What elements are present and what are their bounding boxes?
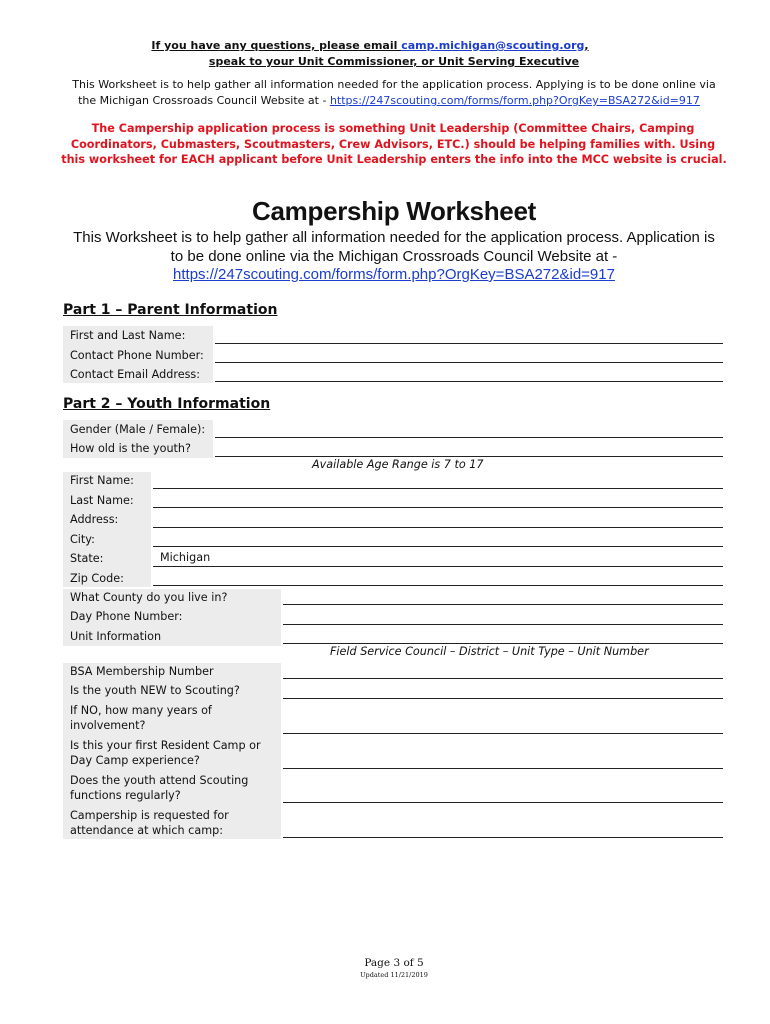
contact-line-text: If you have any questions, please email <box>151 39 402 52</box>
attend-label-1: Does the youth attend Scouting <box>70 774 249 787</box>
first-camp-label-1: Is this your first Resident Camp or <box>70 739 261 752</box>
last-name-field[interactable] <box>153 507 723 508</box>
contact-line <box>0 39 740 52</box>
red-notice-line-2: Coordinators, Cubmasters, Scoutmasters, Crew Advisors, ETC.) should be helping families with. Using <box>70 138 716 151</box>
parent-email-label: Contact Email Address: <box>70 368 200 381</box>
red-notice-line-3: this worksheet for EACH applicant before Unit Leadership enters the info into the MCC website is crucial. <box>61 153 727 166</box>
parent-name-label: First and Last Name: <box>70 329 186 342</box>
new-to-scouting-label: Is the youth NEW to Scouting? <box>70 684 240 697</box>
page-number: Page 3 of 5 <box>364 957 424 969</box>
parent-phone-label: Contact Phone Number: <box>70 349 204 362</box>
camp-field[interactable] <box>283 837 723 838</box>
parent-phone-field[interactable] <box>215 362 723 363</box>
address-field[interactable] <box>153 527 723 528</box>
first-name-field[interactable] <box>153 488 723 489</box>
gender-label: Gender (Male / Female): <box>70 423 206 436</box>
day-phone-field[interactable] <box>283 624 723 625</box>
zip-field[interactable] <box>153 585 723 586</box>
city-field[interactable] <box>153 546 723 547</box>
last-name-label: Last Name: <box>70 494 134 507</box>
new-to-scouting-field[interactable] <box>283 698 723 699</box>
camp-label-1: Campership is requested for <box>70 809 229 822</box>
zip-label: Zip Code: <box>70 572 124 585</box>
header-intro-line-2 <box>0 93 770 109</box>
header-intro-line-1: This Worksheet is to help gather all information needed for the application process. Applying is to be done online via <box>72 78 716 91</box>
main-form-link[interactable]: https://247scouting.com/forms/form.php?OrgKey=BSA272&id=917 <box>173 266 615 283</box>
bsa-number-label: BSA Membership Number <box>70 665 214 678</box>
age-field[interactable] <box>215 456 723 457</box>
header-form-link[interactable]: https://247scouting.com/forms/form.php?OrgKey=BSA272&id=917 <box>329 94 700 107</box>
email-link[interactable]: camp.michigan@scouting.org <box>401 39 585 52</box>
day-phone-label: Day Phone Number: <box>70 610 183 623</box>
red-notice-line-1: The Campership application process is something Unit Leadership (Committee Chairs, Camping <box>91 122 695 135</box>
header-intro-text: the Michigan Crossroads Council Website at - <box>78 94 330 107</box>
part-2-heading: Part 2 – Youth Information <box>63 396 271 412</box>
unit-info-note: Field Service Council – District – Unit Type – Unit Number <box>330 645 649 658</box>
youth-name-label-shade <box>63 472 151 587</box>
age-range-note: Available Age Range is 7 to 17 <box>312 458 484 471</box>
state-field[interactable] <box>153 566 723 567</box>
part-1-heading: Part 1 – Parent Information <box>63 302 278 318</box>
state-label: State: <box>70 552 104 565</box>
bsa-number-field[interactable] <box>283 678 723 679</box>
years-field[interactable] <box>283 733 723 734</box>
address-label: Address: <box>70 513 119 526</box>
first-camp-field[interactable] <box>283 768 723 769</box>
camp-label-2: attendance at which camp: <box>70 824 223 837</box>
parent-email-field[interactable] <box>215 381 723 382</box>
parent-name-field[interactable] <box>215 343 723 344</box>
main-intro-link-row <box>0 265 770 285</box>
main-intro-line-1: This Worksheet is to help gather all information needed for the application process. Application is <box>73 229 715 246</box>
state-value: Michigan <box>160 551 211 564</box>
unit-info-label: Unit Information <box>70 630 162 643</box>
age-label: How old is the youth? <box>70 442 191 455</box>
years-label-1: If NO, how many years of <box>70 704 212 717</box>
first-name-label: First Name: <box>70 474 134 487</box>
attend-label-2: functions regularly? <box>70 789 181 802</box>
contact-line-2: speak to your Unit Commissioner, or Unit Serving Executive <box>208 55 580 68</box>
years-label-2: involvement? <box>70 719 146 732</box>
main-intro-line-2: to be done online via the Michigan Crossroads Council Website at - <box>170 248 618 265</box>
unit-info-field[interactable] <box>283 643 723 644</box>
county-label: What County do you live in? <box>70 591 228 604</box>
gender-field[interactable] <box>215 437 723 438</box>
attend-field[interactable] <box>283 802 723 803</box>
page-title: Campership Worksheet <box>252 196 536 226</box>
first-camp-label-2: Day Camp experience? <box>70 754 200 767</box>
city-label: City: <box>70 533 95 546</box>
contact-line-comma: , <box>584 39 589 52</box>
updated-date: Updated 11/21/2019 <box>360 971 428 979</box>
county-field[interactable] <box>283 604 723 605</box>
